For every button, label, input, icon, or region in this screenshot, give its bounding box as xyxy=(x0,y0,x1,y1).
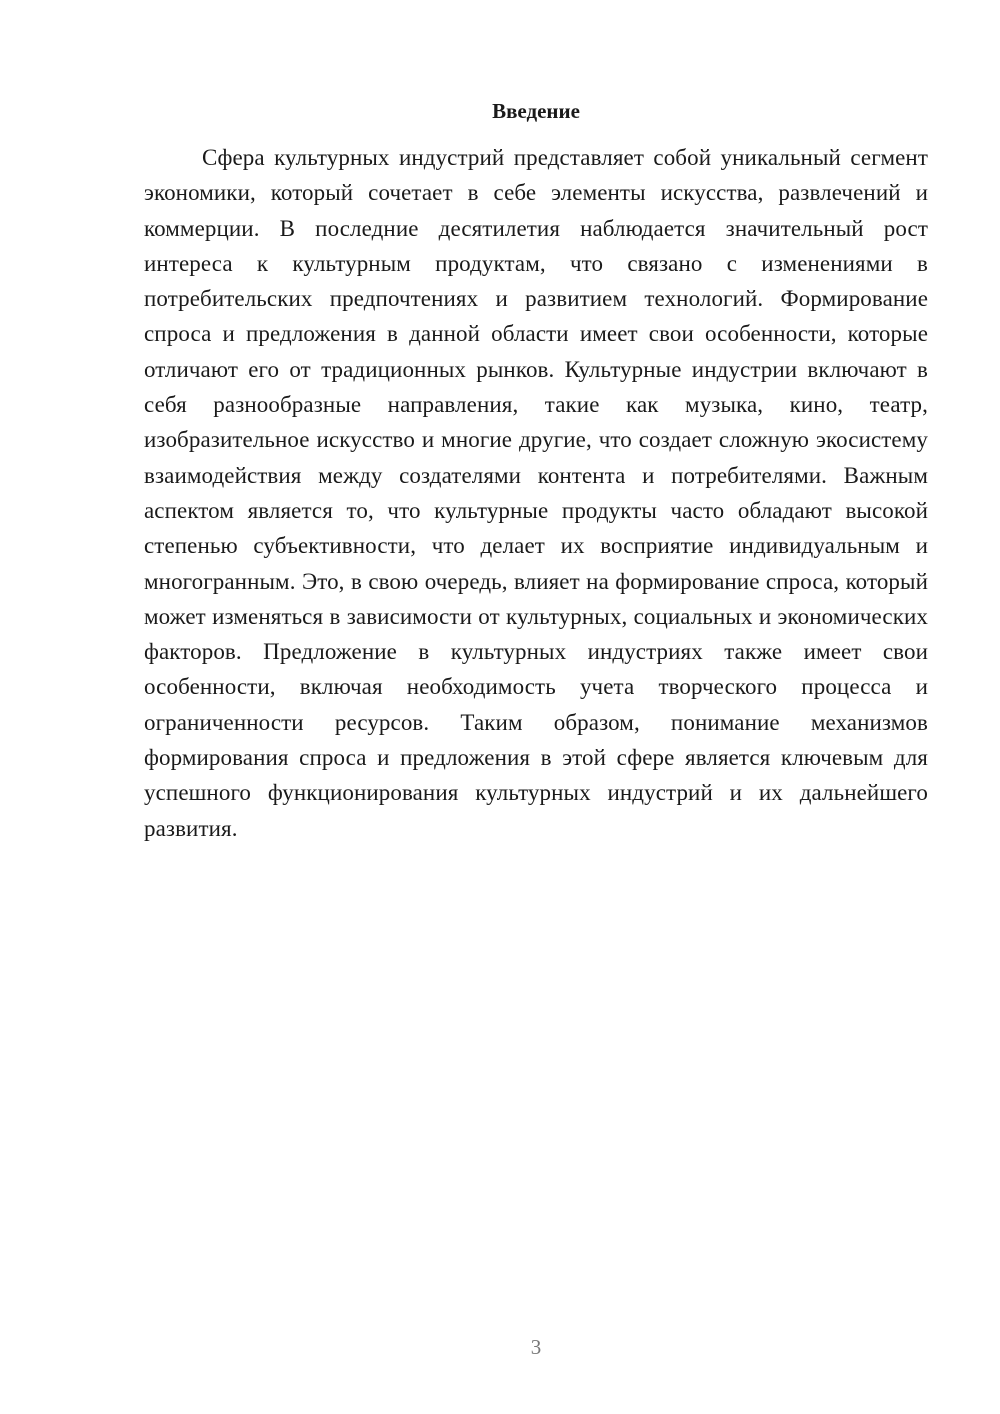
section-heading: Введение xyxy=(492,99,580,123)
page-number: 3 xyxy=(530,1335,542,1359)
intro-paragraph: Сфера культурных индустрий представляет собой уникальный сегмент экономики, который сочетает в себе элементы искусства, развлечений и коммерции. В последние десятилетия наблюдается значительный рост интереса к культурным продуктам, что связано с изменениями в потребительских предпочтениях и развитием технологий. Формирование спроса и предложения в данной области имеет свои особенности, которые отличают его от традиционных рынков. Культурные индустрии включают в себя разнообразные направления, такие как музыка, кино, театр, изобразительное искусство и многие другие, что создает сложную экосистему взаимодействия между создателями контента и потребителями. Важным аспектом является то, что культурные продукты часто обладают высокой степенью субъективности, что делает их восприятие индивидуальным и многогранным. Это, в свою очередь, влияет на формирование спроса, который может изменяться в зависимости от культурных, социальных и экономических факторов. Предложение в культурных индустриях также имеет свои особенности, включая необходимость учета творческого процесса и ограниченности ресурсов. Таким образом, понимание механизмов формирования спроса и предложения в этой сфере является ключевым для успешного функционирования культурных индустрий и их дальнейшего развития. xyxy=(144,145,928,841)
